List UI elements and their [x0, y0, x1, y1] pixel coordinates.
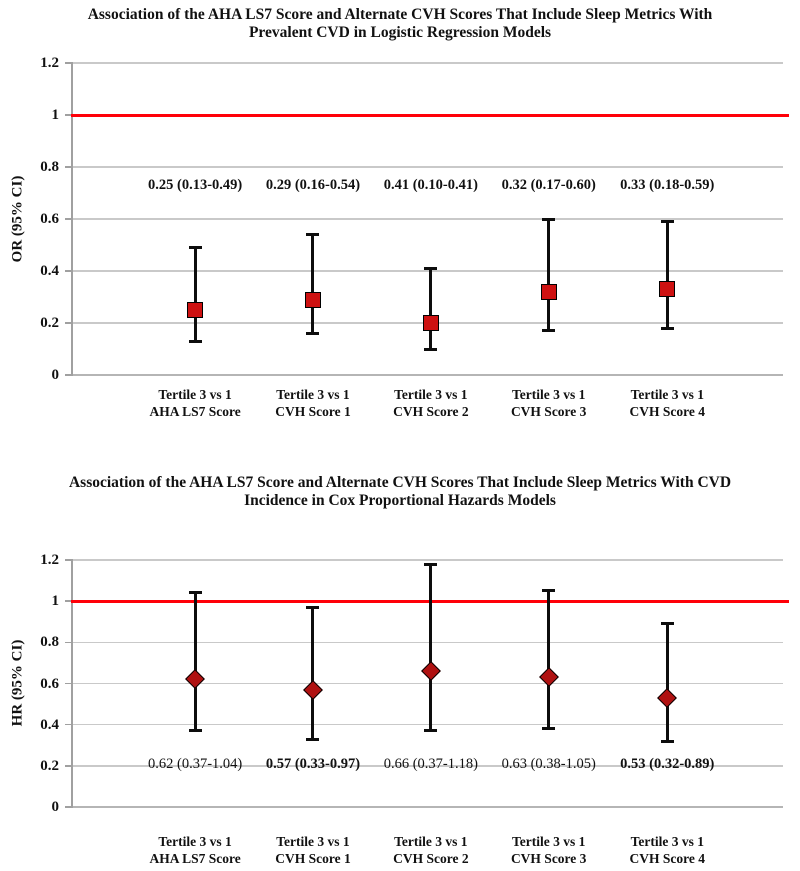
x-category-label — [587, 386, 747, 420]
gridline — [73, 270, 783, 272]
error-bar-cap-bottom — [189, 729, 202, 732]
y-tick-label: 0.6 — [40, 211, 59, 227]
data-point-value-label: 0.33 (0.18-0.59) — [620, 177, 715, 193]
data-point-value-label: 0.66 (0.37-1.18) — [383, 756, 478, 772]
y-axis-title: OR (95% CI) — [9, 175, 26, 263]
error-bar-cap-top — [542, 218, 555, 221]
y-axis-line — [71, 63, 73, 376]
data-point-marker — [423, 315, 439, 331]
x-category-line1: Tertile 3 vs 1 — [512, 387, 586, 402]
error-bar-cap-top — [189, 591, 202, 594]
gridline — [73, 62, 783, 64]
data-point-value-label: 0.57 (0.33-0.97) — [265, 756, 361, 772]
x-category-line2: AHA LS7 Score — [149, 404, 241, 419]
error-bar-cap-top — [424, 267, 437, 270]
data-point-marker — [541, 284, 557, 300]
y-tick-label: 1 — [51, 593, 59, 610]
gridline — [73, 642, 783, 644]
x-category-line2: AHA LS7 Score — [149, 851, 241, 866]
data-point-value-label: 0.53 (0.32-0.89) — [620, 756, 715, 772]
y-tick-label: 0.6 — [40, 675, 59, 692]
y-tick-label: 0 — [51, 799, 59, 815]
error-bar-cap-bottom — [661, 740, 674, 743]
gridline — [73, 683, 783, 685]
y-tick-label: 1 — [51, 107, 59, 123]
gridline — [73, 166, 783, 168]
y-tick-label: 0.2 — [40, 757, 59, 774]
error-bar-cap-bottom — [189, 340, 202, 343]
data-point-value-label: 0.32 (0.17-0.60) — [501, 177, 596, 193]
x-category-line1: Tertile 3 vs 1 — [394, 387, 468, 402]
chart-title: Association of the AHA LS7 Score and Alternate CVH Scores That Include Sleep Metrics With CVD Incidence in Cox Proportional Hazards Models — [68, 474, 732, 509]
gridline — [73, 806, 783, 808]
y-tick-label: 1.2 — [40, 552, 59, 568]
error-bar-cap-bottom — [542, 727, 555, 730]
data-point-marker — [305, 292, 321, 308]
x-category-line2: CVH Score 3 — [510, 851, 587, 866]
error-bar — [547, 219, 550, 331]
error-bar-cap-bottom — [542, 329, 555, 332]
error-bar-cap-top — [661, 220, 674, 223]
error-bar-cap-bottom — [661, 327, 674, 330]
data-point-marker — [659, 281, 675, 297]
x-category-line2: CVH Score 3 — [510, 404, 587, 419]
y-tick-label: 0 — [51, 367, 59, 383]
x-category-line1: Tertile 3 vs 1 — [630, 834, 704, 849]
y-tick-label: 0.2 — [40, 315, 59, 331]
cvd-incidence-cox-chart — [0, 460, 800, 871]
reference-line — [71, 114, 789, 117]
x-category-line1: Tertile 3 vs 1 — [276, 834, 350, 849]
error-bar — [429, 268, 432, 349]
error-bar-cap-top — [306, 606, 319, 609]
error-bar — [194, 593, 197, 731]
data-point-marker — [187, 302, 203, 318]
data-point-marker — [421, 661, 441, 681]
error-bar-cap-top — [542, 589, 555, 592]
y-tick-label: 1.2 — [40, 55, 59, 71]
data-point-marker — [185, 669, 205, 689]
x-category-line2: CVH Score 4 — [629, 851, 706, 866]
y-tick-label: 0.4 — [40, 716, 59, 733]
error-bar-cap-top — [424, 563, 437, 566]
x-category-line1: Tertile 3 vs 1 — [630, 387, 704, 402]
gridline — [73, 374, 783, 376]
x-category-line1: Tertile 3 vs 1 — [276, 387, 350, 402]
x-category-line1: Tertile 3 vs 1 — [158, 834, 232, 849]
x-category-line1: Tertile 3 vs 1 — [512, 834, 586, 849]
error-bar-cap-top — [661, 622, 674, 625]
error-bar — [666, 222, 669, 329]
data-point-value-label: 0.25 (0.13-0.49) — [147, 177, 243, 193]
x-category-label — [587, 833, 747, 867]
data-point-value-label: 0.29 (0.16-0.54) — [265, 177, 361, 193]
y-tick-label: 0.8 — [40, 634, 59, 651]
data-point-marker — [657, 688, 677, 708]
gridline — [73, 218, 783, 220]
error-bar-cap-top — [189, 246, 202, 249]
error-bar — [429, 564, 432, 731]
error-bar — [194, 248, 197, 342]
data-point-value-label: 0.41 (0.10-0.41) — [383, 177, 478, 193]
x-category-line2: CVH Score 1 — [275, 404, 351, 419]
x-category-line2: CVH Score 1 — [275, 851, 351, 866]
data-point-value-label: 0.63 (0.38-1.05) — [501, 756, 596, 772]
x-category-line2: CVH Score 2 — [393, 851, 469, 866]
error-bar — [311, 607, 314, 739]
x-category-line1: Tertile 3 vs 1 — [394, 834, 468, 849]
error-bar — [666, 624, 669, 741]
y-axis-title: HR (95% CI) — [9, 639, 26, 727]
gridline — [73, 724, 783, 726]
x-category-line2: CVH Score 2 — [393, 404, 469, 419]
gridline — [73, 559, 783, 561]
y-axis-line — [71, 560, 73, 808]
error-bar-cap-bottom — [306, 738, 319, 741]
y-tick-label: 0.4 — [40, 263, 59, 279]
error-bar-cap-bottom — [424, 348, 437, 351]
error-bar — [311, 235, 314, 334]
error-bar-cap-top — [306, 233, 319, 236]
data-point-value-label: 0.62 (0.37-1.04) — [147, 756, 243, 772]
x-category-line1: Tertile 3 vs 1 — [158, 387, 232, 402]
chart-title: Association of the AHA LS7 Score and Alternate CVH Scores That Include Sleep Metrics With Prevalent CVD in Logistic Regression Models — [87, 6, 713, 41]
error-bar-cap-bottom — [306, 332, 319, 335]
error-bar-cap-bottom — [424, 729, 437, 732]
y-tick-label: 0.8 — [40, 159, 59, 175]
error-bar — [547, 591, 550, 729]
x-category-line2: CVH Score 4 — [629, 404, 706, 419]
